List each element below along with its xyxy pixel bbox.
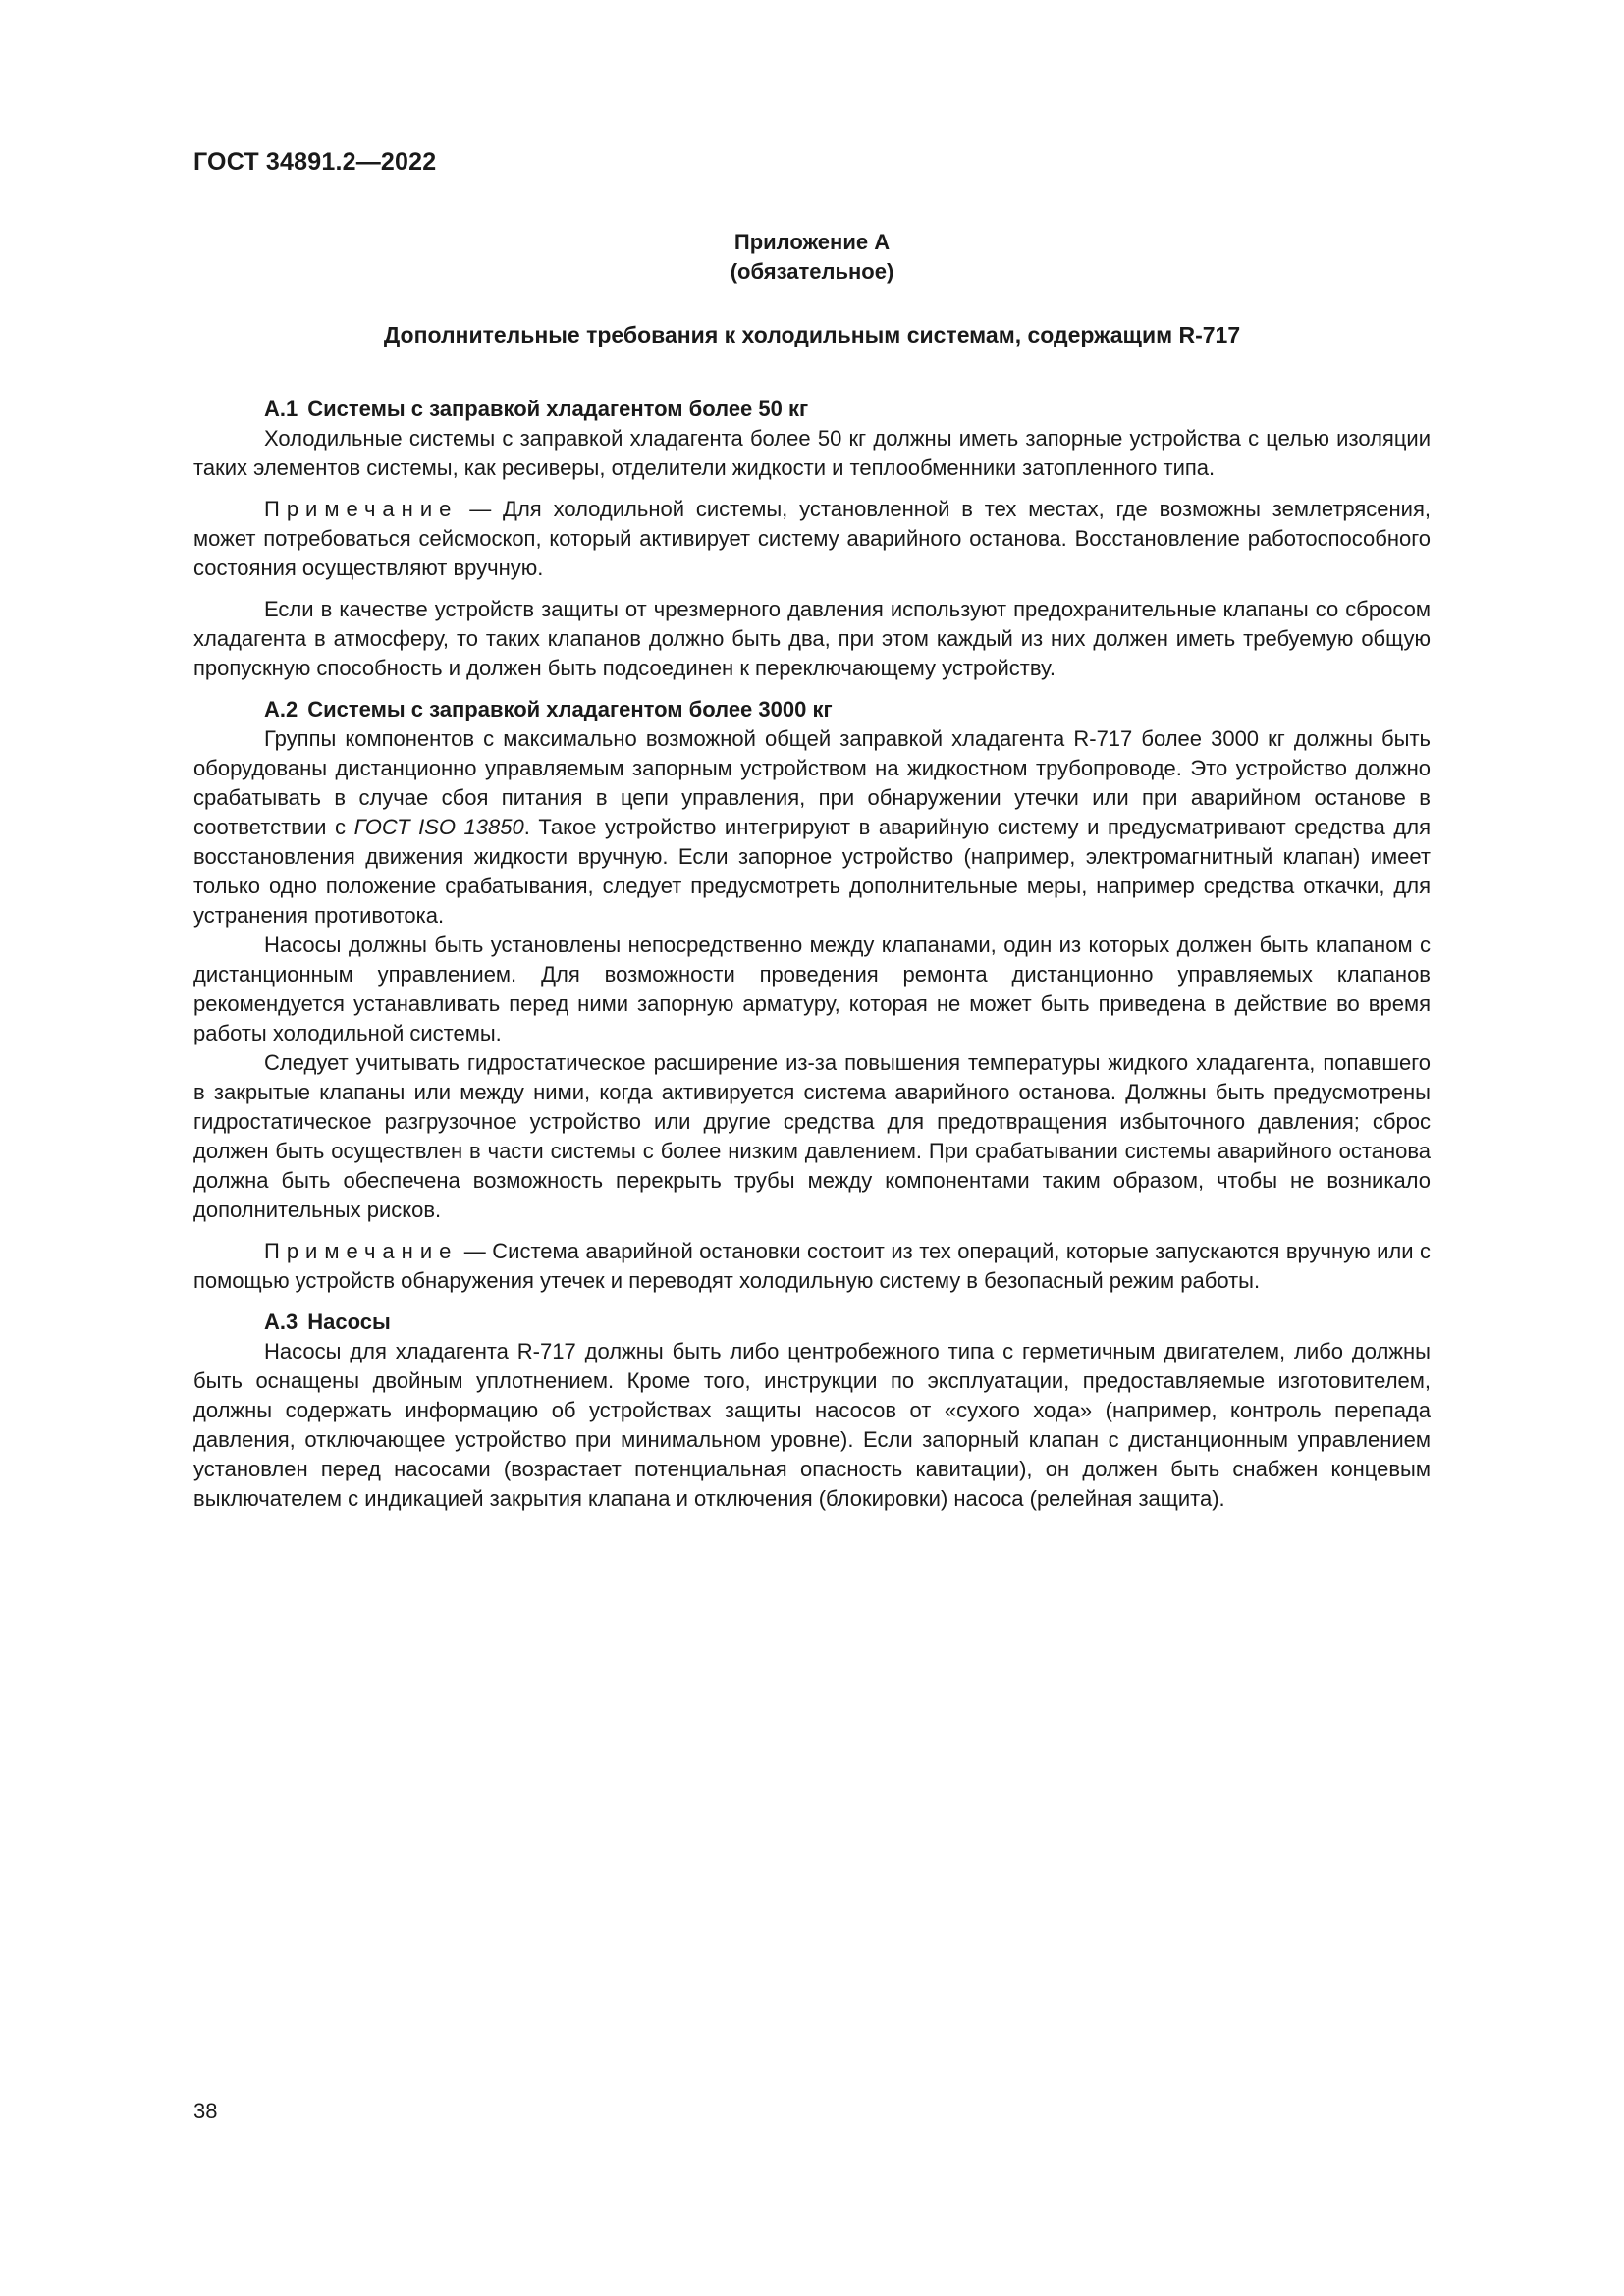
section-heading-a2 [193,695,1431,724]
note-text: — Для холодильной системы, установленной в тех местах, где возможны землетрясения, может потребоваться сейсмоскоп, который активирует систему аварийного останова. Восстановление работоспособного состояния осуществляют вручную. [193,497,1431,580]
paragraph: Холодильные системы с заправкой хладагента более 50 кг должны иметь запорные устройства с целью изоляции таких элементов системы, как ресиверы, отделители жидкости и теплообменники затопленного типа. [193,426,1431,480]
paragraph: Насосы должны быть установлены непосредственно между клапанами, один из которых должен быть клапаном с дистанционным управлением. Для возможности проведения ремонта дистанционно управляемых клапанов рекомендуется устанавливать перед ними запорную арматуру, которая не может быть приведена в действие во время работы холодильной системы. [193,933,1431,1045]
paragraph-text: . Такое устройство интегрируют в аварийную систему и предусматривают средства для восстановления движения жидкости вручную. Если запорное устройство (например, электромагнитный клапан) имеет только одно положение срабатывания, следует предусмотреть дополнительные меры, например средства откачки, для устранения противотока. [193,815,1431,928]
paragraph: Если в качестве устройств защиты от чрезмерного давления используют предохранительные клапаны со сбросом хладагента в атмосферу, то таких клапанов должно быть два, при этом каждый из них должен иметь требуемую общую пропускную способность и должен быть подсоединен к переключающему устройству. [193,597,1431,680]
standard-reference: ГОСТ ISO 13850 [353,815,524,839]
appendix-title: Приложение А [733,230,891,254]
paragraph-text: Группы компонентов с максимально возможной общей заправкой хладагента R-717 более 3000 кг должны быть оборудованы дистанционно управляемым запорным устройством на жидкостном трубопроводе. Это устройство должно срабатывать в случае сбоя питания в цепи управления, при обнаружении утечки или при аварийном останове в соответствии с [193,726,1431,839]
section-title: Системы с заправкой хладагентом более 3000 кг [307,697,833,721]
note-paragraph [193,1237,1431,1296]
section-number: А.2 [264,697,298,721]
paragraph [193,724,1431,931]
section-title: Насосы [307,1309,391,1334]
section-number: А.3 [264,1309,298,1334]
appendix-status: (обязательное) [730,259,894,284]
note-label: Примечание [264,1239,459,1263]
main-heading: Дополнительные требования к холодильным системам, содержащим R-717 [383,322,1241,347]
section-heading-a1 [193,395,1431,424]
document-code: ГОСТ 34891.2—2022 [193,148,437,176]
appendix-title-block [193,228,1431,287]
section-heading-a3 [193,1308,1431,1337]
section-number: А.1 [264,397,298,421]
note-label: Примечание [264,497,459,521]
note-paragraph [193,495,1431,583]
document-body [193,395,1431,1514]
note-text: — Система аварийной остановки состоит из тех операций, которые запускаются вручную или с помощью устройств обнаружения утечек и переводят холодильную систему в безопасный режим работы. [193,1239,1431,1293]
section-title: Системы с заправкой хладагентом более 50 кг [307,397,809,421]
paragraph: Следует учитывать гидростатическое расширение из-за повышения температуры жидкого хладагента, попавшего в закрытые клапаны или между ними, когда активируется система аварийного останова. Должны быть предусмотрены гидростатическое разгрузочное устройство или другие средства для предотвращения избыточного давления; сброс должен быть осуществлен в части системы с более низким давлением. При срабатывании системы аварийного останова должна быть обеспечена возможность перекрыть трубы между компонентами таким образом, чтобы не возникало дополнительных рисков. [193,1050,1431,1222]
paragraph: Насосы для хладагента R-717 должны быть либо центробежного типа с герметичным двигателем, либо должны быть оснащены двойным уплотнением. Кроме того, инструкции по эксплуатации, предоставляемые изготовителем, должны содержать информацию об устройствах защиты насосов от «сухого хода» (например, контроль перепада давления, отключающее устройство при минимальном уровне). Если запорный клапан с дистанционным управлением установлен перед насосами (возрастает потенциальная опасность кавитации), он должен быть снабжен концевым выключателем с индикацией закрытия клапана и отключения (блокировки) насоса (релейная защита). [193,1339,1431,1511]
page-number: 38 [193,2099,218,2123]
